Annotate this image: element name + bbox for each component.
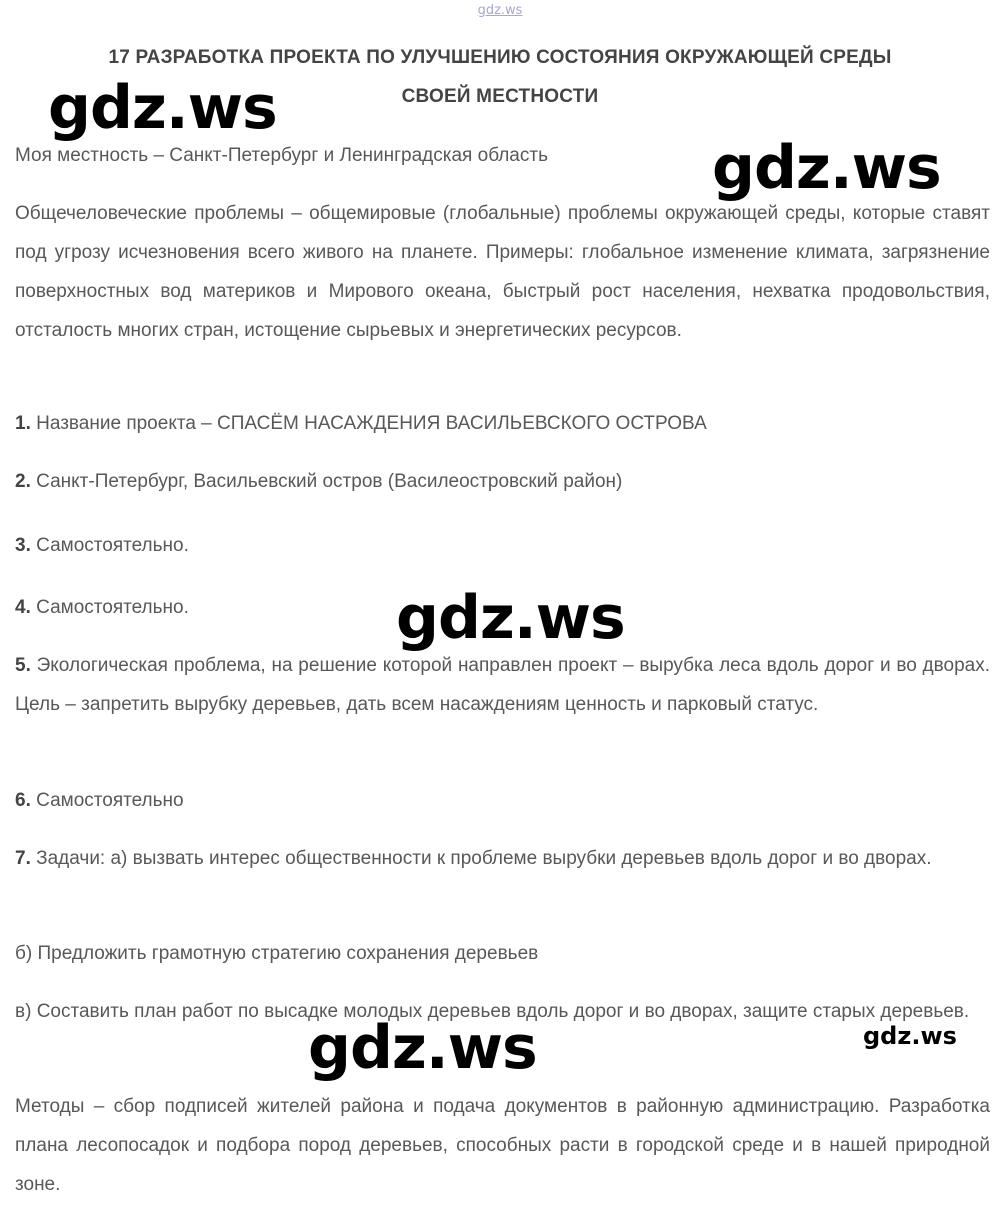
item-7 — [15, 839, 990, 878]
item-text: Экологическая проблема, на решение которой направлен проект – вырубка леса вдоль дорог и во дворах. Цель – запретить вырубку деревьев, дать всем насаждениям ценность и парковый статус. — [15, 655, 990, 715]
item-text: Задачи: а) вызвать интерес общественности к проблеме вырубки деревьев вдоль дорог и во дворах. — [30, 848, 932, 869]
item-5 — [15, 646, 990, 724]
item-number: 4. — [15, 597, 31, 618]
page-title-line-2: СВОЕЙ МЕСТНОСТИ — [401, 86, 599, 107]
watermark-5: gdz.ws — [863, 1022, 957, 1050]
item-2 — [15, 462, 990, 501]
watermark-top: gdz.ws — [477, 3, 523, 18]
watermark-3: gdz.ws — [396, 583, 625, 653]
item-text: Самостоятельно. — [30, 535, 189, 556]
item-text: Самостоятельно. — [30, 597, 189, 618]
item-6 — [15, 781, 990, 820]
task-v: в) Составить план работ по высадке молодых деревьев вдоль дорог и во дворах, защите старых деревьев. — [15, 1001, 970, 1022]
watermark-4: gdz.ws — [308, 1013, 537, 1083]
item-1 — [15, 404, 990, 443]
item-number: 2. — [15, 471, 31, 492]
page-title-line-1: 17 РАЗРАБОТКА ПРОЕКТА ПО УЛУЧШЕНИЮ СОСТОЯНИЯ ОКРУЖАЮЩЕЙ СРЕДЫ — [108, 47, 892, 68]
watermark-2: gdz.ws — [712, 133, 941, 203]
item-text: Самостоятельно — [30, 790, 184, 811]
methods-paragraph: Методы – сбор подписей жителей района и подача документов в районную администрацию. Разработка плана лесопосадок и подбора пород деревьев, способных расти в городской среде и в нашей природной зоне. — [15, 1096, 990, 1195]
watermark-1: gdz.ws — [48, 73, 277, 143]
locality-paragraph: Моя местность – Санкт-Петербург и Ленинградская область — [15, 145, 548, 166]
item-3 — [15, 526, 990, 565]
item-number: 3. — [15, 535, 31, 556]
item-text: Название проекта – СПАСЁМ НАСАЖДЕНИЯ ВАСИЛЬЕВСКОГО ОСТРОВА — [30, 413, 707, 434]
task-b: б) Предложить грамотную стратегию сохранения деревьев — [15, 943, 539, 964]
global-problems-paragraph: Общечеловеческие проблемы – общемировые (глобальные) проблемы окружающей среды, которые ставят под угрозу исчезновения всего живого на планете. Примеры: глобальное изменение климата, загрязнение поверхностных вод материков и Мирового океана, быстрый рост населения, нехватка продовольствия, отсталость многих стран, истощение сырьевых и энергетических ресурсов. — [15, 203, 990, 341]
item-number: 7. — [15, 848, 31, 869]
item-text: Санкт-Петербург, Васильевский остров (Василеостровский район) — [30, 471, 623, 492]
item-number: 5. — [15, 655, 31, 676]
item-number: 6. — [15, 790, 31, 811]
item-number: 1. — [15, 413, 31, 434]
